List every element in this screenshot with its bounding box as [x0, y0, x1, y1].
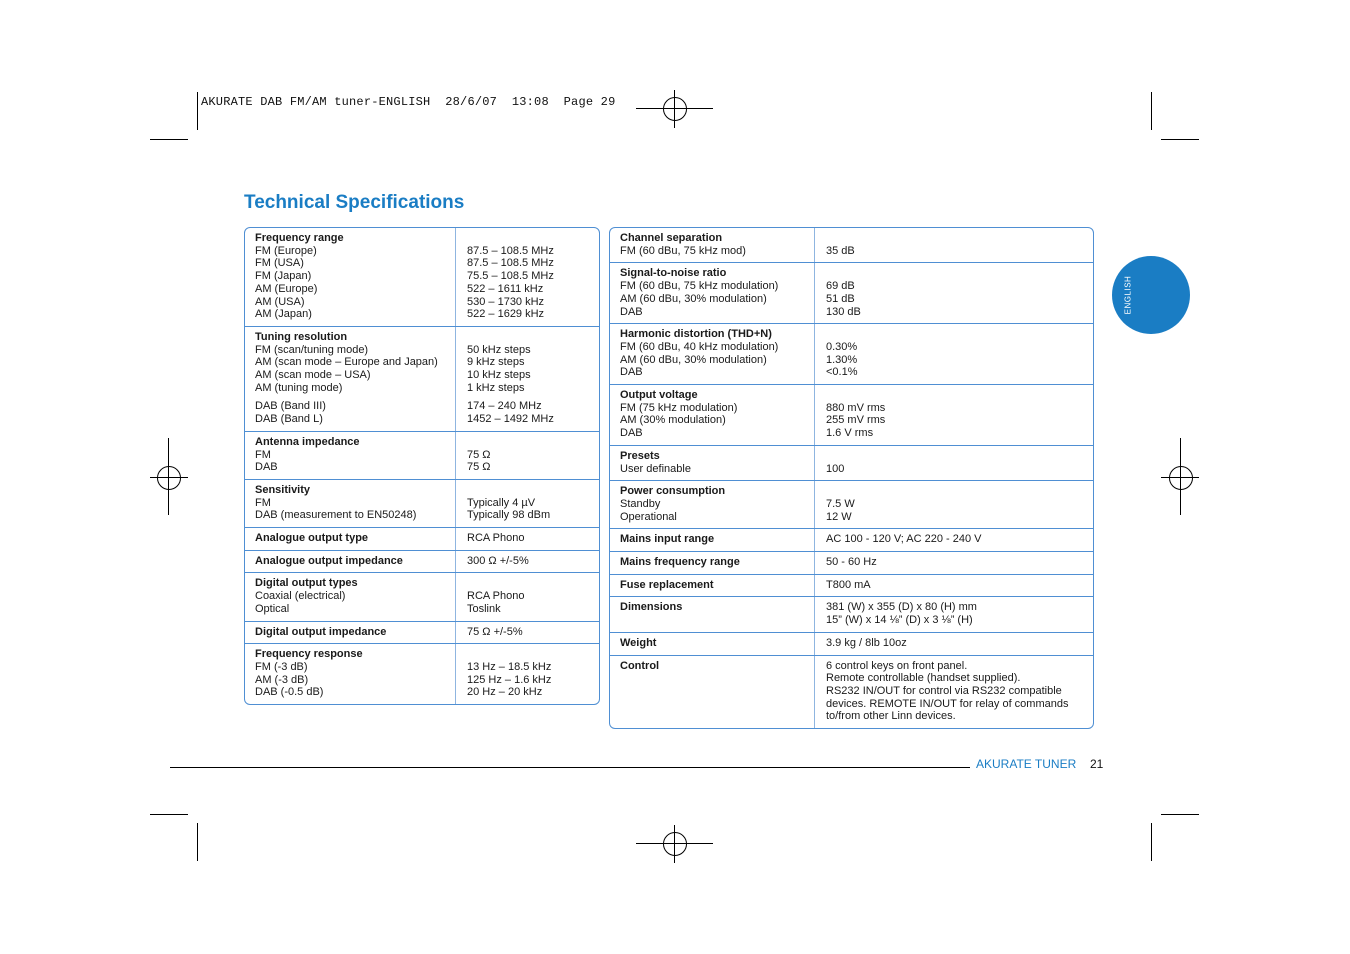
spec-heading: Frequency range — [255, 232, 344, 244]
spec-item-label: DAB (Band L) — [255, 413, 323, 426]
spec-item-label: AM (Europe) — [255, 282, 318, 295]
spec-label-cell — [610, 481, 815, 528]
spec-value-cell — [815, 263, 1093, 323]
spec-label-cell — [245, 432, 456, 479]
spec-value-spacer — [826, 267, 1085, 280]
spec-item-value: 69 dB — [826, 280, 855, 293]
spec-label-cell — [610, 263, 815, 323]
spec-item-value: RCA Phono — [467, 590, 525, 603]
spec-item-value: 1452 – 1492 MHz — [467, 413, 554, 426]
spec-value: T800 mA — [826, 578, 871, 591]
print-slug: AKURATE DAB FM/AM tuner-ENGLISH 28/6/07 13:08 Page 29 — [201, 95, 616, 109]
spec-item-label: FM (Japan) — [255, 270, 312, 283]
spec-item-value: 174 – 240 MHz — [467, 400, 542, 413]
spec-label-cell — [245, 327, 456, 431]
spec-table-left — [244, 227, 600, 705]
spec-section — [610, 575, 1093, 598]
spec-section — [610, 552, 1093, 575]
spec-value-cell — [456, 622, 599, 644]
spec-item-label: Standby — [620, 497, 661, 510]
spec-value-cell — [815, 324, 1093, 384]
spec-heading: Frequency response — [255, 648, 363, 661]
spec-value-cell — [456, 327, 599, 431]
spec-heading: Harmonic distortion (THD+N) — [620, 328, 772, 341]
spec-heading: Digital output types — [255, 577, 358, 590]
spec-value-spacer — [826, 232, 1085, 245]
spec-heading: Weight — [620, 636, 657, 649]
spec-section — [610, 529, 1093, 552]
spec-item-value: 13 Hz – 18.5 kHz — [467, 660, 552, 673]
spec-label-cell — [245, 480, 456, 527]
spec-label-cell — [245, 551, 456, 573]
spec-value-cell — [456, 228, 599, 326]
spec-item-label: AM (scan mode – USA) — [255, 369, 371, 382]
spec-item-value: 255 mV rms — [826, 414, 886, 427]
spec-label-cell — [245, 528, 456, 550]
spec-item-label: FM (USA) — [255, 257, 304, 270]
spec-item-value: 522 – 1629 kHz — [467, 308, 545, 321]
spec-section — [245, 432, 599, 480]
spec-section — [610, 656, 1093, 729]
spec-section — [610, 481, 1093, 529]
spec-label-cell — [245, 644, 456, 704]
spec-section — [610, 324, 1093, 385]
spec-item-label: FM (75 kHz modulation) — [620, 401, 738, 414]
spec-item-label: DAB — [620, 366, 643, 379]
spec-item-value: 87.5 – 108.5 MHz — [467, 244, 554, 257]
spec-item-label: FM (Europe) — [255, 244, 317, 257]
spec-item-label: AM (tuning mode) — [255, 381, 343, 394]
spec-value: 381 (W) x 355 (D) x 80 (H) mm — [826, 601, 977, 614]
spec-item-value: 530 – 1730 kHz — [467, 295, 545, 308]
spec-value: RS232 IN/OUT for control via RS232 compatible — [826, 684, 1062, 697]
spec-value-cell — [456, 644, 599, 704]
spec-value-cell — [456, 551, 599, 573]
spec-item-label: DAB (Band III) — [255, 400, 326, 413]
spec-value: 75 Ω +/-5% — [467, 625, 523, 638]
spec-value: Remote controllable (handset supplied). — [826, 672, 1021, 685]
spec-item-value: 50 kHz steps — [467, 343, 531, 356]
spec-value-cell — [815, 385, 1093, 445]
spec-label-cell — [610, 552, 815, 574]
spec-item-value: 0.30% — [826, 340, 858, 353]
spec-section — [245, 573, 599, 621]
spec-section — [245, 551, 599, 574]
spec-heading: Power consumption — [620, 485, 726, 498]
spec-item-value: 35 dB — [826, 244, 855, 257]
spec-value: 6 control keys on front panel. — [826, 659, 968, 672]
spec-heading: Sensitivity — [255, 483, 311, 496]
spec-heading: Mains input range — [620, 533, 715, 546]
spec-value-cell — [815, 481, 1093, 528]
spec-section — [610, 228, 1093, 263]
spec-value-cell — [815, 575, 1093, 597]
spec-value-cell — [815, 633, 1093, 655]
spec-value: 50 - 60 Hz — [826, 556, 877, 569]
spec-value: 300 Ω +/-5% — [467, 554, 529, 567]
spec-section — [610, 385, 1093, 446]
spec-section — [245, 480, 599, 528]
spec-value: 15” (W) x 14 ⅛” (D) x 3 ⅛” (H) — [826, 614, 973, 627]
spec-label-cell — [610, 633, 815, 655]
spec-item-value: 522 – 1611 kHz — [467, 282, 544, 295]
spec-item-label: AM (-3 dB) — [255, 673, 309, 686]
spec-heading: Fuse replacement — [620, 578, 714, 591]
spec-value-cell — [456, 480, 599, 527]
spec-item-label: FM (60 dBu, 75 kHz modulation) — [620, 280, 779, 293]
spec-item-value: 51 dB — [826, 292, 855, 305]
spec-item-label: Operational — [620, 510, 677, 523]
spec-value: RCA Phono — [467, 532, 525, 545]
spec-value-spacer — [826, 328, 1085, 341]
spec-item-label: DAB — [620, 305, 643, 318]
spec-value: devices. REMOTE IN/OUT for relay of commands — [826, 697, 1069, 710]
spec-section — [610, 263, 1093, 324]
spec-item-value: 10 kHz steps — [467, 369, 531, 382]
spec-item-value: 1.30% — [826, 353, 858, 366]
spec-label-cell — [245, 622, 456, 644]
spec-item-value: 87.5 – 108.5 MHz — [467, 257, 554, 270]
spec-heading: Antenna impedance — [255, 435, 360, 448]
spec-item-value: 20 Hz – 20 kHz — [467, 686, 543, 699]
spec-item-label: DAB (-0.5 dB) — [255, 686, 324, 699]
spec-value: AC 100 - 120 V; AC 220 - 240 V — [826, 533, 982, 546]
page-number: 21 — [1090, 757, 1104, 771]
spec-section — [245, 528, 599, 551]
spec-label-cell — [610, 385, 815, 445]
spec-section — [245, 622, 599, 645]
spec-value-cell — [815, 552, 1093, 574]
spec-heading: Presets — [620, 449, 660, 462]
spec-item-value: Toslink — [467, 602, 501, 615]
spec-item-value: <0.1% — [826, 366, 858, 379]
spec-item-label: FM — [255, 496, 271, 509]
spec-item-value: Typically 4 µV — [467, 496, 536, 509]
spec-item-label: FM (scan/tuning mode) — [255, 343, 369, 356]
spec-item-label: FM — [255, 448, 271, 461]
spec-section — [610, 446, 1093, 481]
spec-item-label: Coaxial (electrical) — [255, 590, 346, 603]
spec-item-value: 1 kHz steps — [467, 381, 525, 394]
spec-value-cell — [815, 597, 1093, 631]
spec-section — [245, 228, 599, 327]
spec-value-spacer — [826, 450, 1085, 463]
spec-value: 3.9 kg / 8lb 10oz — [826, 636, 907, 649]
spec-label-cell — [610, 575, 815, 597]
spec-value-spacer — [826, 485, 1085, 498]
spec-value-spacer — [467, 436, 591, 449]
spec-item-value: 125 Hz – 1.6 kHz — [467, 673, 552, 686]
spec-item-label: FM (60 dBu, 75 kHz mod) — [620, 244, 746, 257]
spec-heading: Analogue output type — [255, 532, 369, 545]
footer-product-name: AKURATE TUNER — [976, 757, 1077, 771]
spec-item-label: FM (-3 dB) — [255, 660, 308, 673]
spec-section — [610, 597, 1093, 632]
spec-value-cell — [456, 528, 599, 550]
spec-table-right — [609, 227, 1094, 729]
spec-value-cell — [815, 529, 1093, 551]
language-tab-label: ENGLISH — [1123, 275, 1133, 315]
spec-value-cell — [815, 656, 1093, 729]
spec-value-spacer — [467, 648, 591, 661]
spec-value-spacer — [467, 577, 591, 590]
spec-item-label: AM (scan mode – Europe and Japan) — [255, 356, 438, 369]
spec-label-cell — [610, 228, 815, 262]
language-tab — [1112, 256, 1190, 334]
spec-item-label: DAB — [620, 427, 643, 440]
spec-heading: Digital output impedance — [255, 625, 387, 638]
spec-item-value: 880 mV rms — [826, 401, 886, 414]
spec-label-cell — [245, 228, 456, 326]
spec-value-cell — [815, 446, 1093, 480]
spec-item-label: AM (30% modulation) — [620, 414, 726, 427]
spec-value-spacer — [826, 389, 1085, 402]
spec-item-value: 75.5 – 108.5 MHz — [467, 270, 554, 283]
spec-item-label: User definable — [620, 462, 691, 475]
spec-label-cell — [610, 597, 815, 631]
spec-value: to/from other Linn devices. — [826, 710, 956, 723]
spec-section — [245, 327, 599, 432]
spec-heading: Analogue output impedance — [255, 554, 403, 567]
spec-item-value: 7.5 W — [826, 497, 855, 510]
spec-value-cell — [456, 573, 599, 620]
spec-section — [610, 633, 1093, 656]
spec-item-value: 9 kHz steps — [467, 356, 525, 369]
spec-heading: Channel separation — [620, 232, 723, 244]
spec-label-cell — [610, 529, 815, 551]
spec-section — [245, 644, 599, 704]
spec-item-label: Optical — [255, 602, 290, 615]
spec-item-label: AM (Japan) — [255, 308, 312, 321]
spec-item-value: 75 Ω — [467, 448, 491, 461]
spec-item-value: 130 dB — [826, 305, 861, 318]
spec-item-label: DAB (measurement to EN50248) — [255, 509, 417, 522]
spec-heading: Tuning resolution — [255, 330, 348, 343]
spec-value-spacer — [467, 232, 591, 245]
spec-value-cell — [456, 432, 599, 479]
page-title: Technical Specifications — [244, 192, 465, 213]
spec-item-value: 75 Ω — [467, 461, 491, 474]
footer-rule — [170, 767, 970, 768]
spec-item-value: 100 — [826, 462, 845, 475]
spec-label-cell — [610, 446, 815, 480]
spec-heading: Signal-to-noise ratio — [620, 267, 727, 280]
spec-label-cell — [610, 324, 815, 384]
spec-item-label: AM (60 dBu, 30% modulation) — [620, 292, 767, 305]
spec-heading: Control — [620, 659, 660, 672]
spec-heading: Dimensions — [620, 601, 683, 614]
spec-item-value: 1.6 V rms — [826, 427, 874, 440]
spec-item-label: DAB — [255, 461, 278, 474]
spec-item-value: 12 W — [826, 510, 852, 523]
spec-heading: Mains frequency range — [620, 556, 740, 569]
spec-item-label: AM (USA) — [255, 295, 305, 308]
spec-label-cell — [610, 656, 815, 729]
spec-item-label: AM (60 dBu, 30% modulation) — [620, 353, 767, 366]
spec-value-spacer — [467, 331, 591, 344]
spec-label-cell — [245, 573, 456, 620]
spec-value-cell — [815, 228, 1093, 262]
spec-heading: Output voltage — [620, 389, 698, 402]
spec-value-spacer — [467, 484, 591, 497]
spec-item-value: Typically 98 dBm — [467, 509, 551, 522]
spec-item-label: FM (60 dBu, 40 kHz modulation) — [620, 340, 779, 353]
